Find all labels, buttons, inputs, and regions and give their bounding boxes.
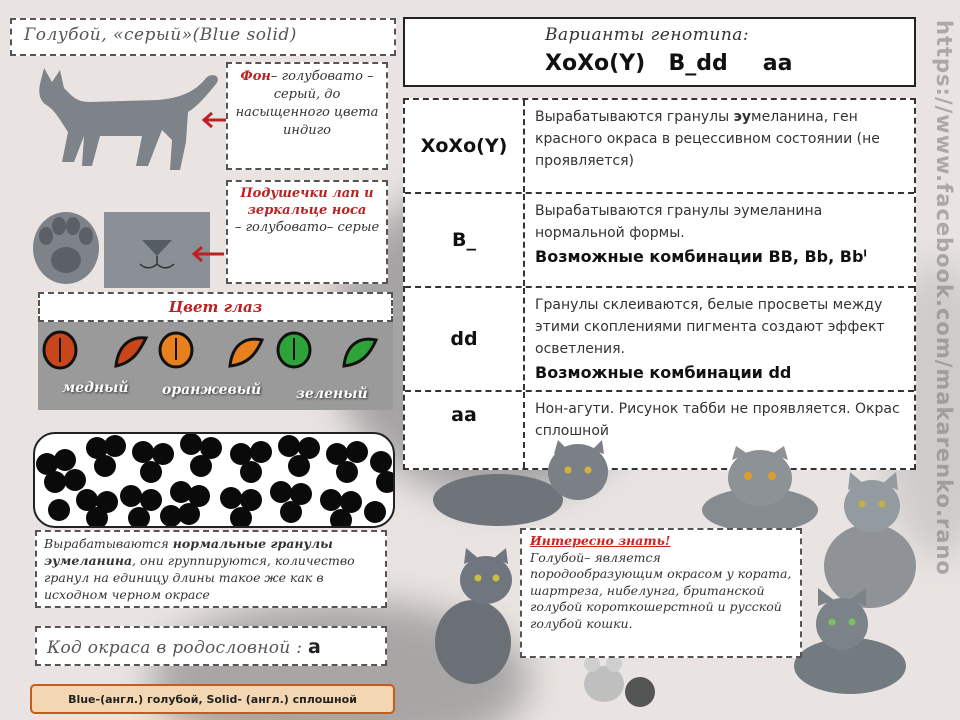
description-text: Вырабатываются гранулы [535, 109, 734, 125]
granules-text-bold: нормальные гранулы эумеланина [44, 536, 333, 568]
description-cell [535, 398, 907, 442]
granules-image [35, 434, 395, 528]
table-row [405, 288, 914, 392]
green-eye-icon [344, 339, 376, 366]
description-combinations: Возможные комбинации dd [535, 363, 792, 382]
description-text-bold: эу [733, 109, 752, 125]
description-cell [535, 200, 907, 268]
pedigree-code-value: a [307, 636, 322, 658]
orange-eye-icon [160, 333, 192, 367]
fun-fact-text: Голубой– является породообразующим окрасом у кората, шартреза, нибелунга, британской голубой короткошерстной и русской голубой кошки. [530, 549, 792, 631]
watermark-url: https://www.facebook.com/makarenko.rano [932, 20, 956, 576]
table-row [405, 194, 914, 288]
fon-description [226, 62, 388, 170]
granules-illustration [33, 432, 395, 528]
granules-description [35, 530, 387, 608]
fun-fact-title: Интересно знать! [530, 533, 671, 548]
arrow-icon [188, 244, 224, 264]
paws-label: Подушечки лап и зеркальце носа [240, 186, 374, 218]
eye-label-copper: медный [62, 380, 129, 396]
toy-mouse-icon [580, 650, 660, 710]
paws-description [226, 180, 388, 284]
cat-photo [690, 444, 820, 534]
gene-cell: dd [405, 288, 525, 390]
orange-eye-icon [230, 339, 262, 366]
pedigree-code-label: Код окраса в родословной : [47, 638, 308, 658]
description-text: Нон-агути. Рисунок табби не проявляется. Окрас сплошной [535, 401, 900, 439]
cat-photo [428, 440, 628, 530]
cat-photo [428, 546, 523, 686]
fon-text: – голубовато – серый, до насыщенного цвета индиго [235, 69, 379, 138]
genotype-formula: XoXo(Y) B_dd aa [545, 51, 793, 76]
eye-label-green: зеленый [296, 386, 368, 402]
description-cell [535, 106, 907, 172]
copper-eye-icon [44, 332, 76, 368]
eye-label-orange: оранжевый [162, 382, 262, 398]
page-title: Голубой, «серый»(Blue solid) [10, 18, 396, 56]
footer-note: Blue-(англ.) голубой, Solid- (англ.) сплошной [30, 684, 395, 714]
genotype-header [403, 17, 916, 87]
genotype-table [403, 98, 916, 470]
eye-color-title: Цвет глаз [38, 292, 393, 322]
description-cell [535, 294, 907, 384]
paw-icon [30, 204, 102, 284]
table-row [405, 100, 914, 194]
cat-silhouette-icon [30, 62, 225, 174]
gene-cell: aa [405, 392, 525, 468]
fun-fact-box [520, 528, 802, 658]
pedigree-code [35, 626, 387, 666]
copper-eye-icon [116, 338, 146, 366]
green-eye-icon [278, 333, 310, 367]
description-text-rest: меланина, ген красного окраса в рецессивном состоянии (не проявляется) [535, 109, 880, 169]
gene-cell: B_ [405, 194, 525, 286]
paws-text: – голубовато– серые [234, 220, 380, 235]
granules-text: Вырабатываются [44, 536, 173, 551]
fon-label: Фон [240, 69, 271, 84]
description-text: Вырабатываются гранулы эумеланина нормальной формы. [535, 203, 823, 241]
genotype-subtitle: Варианты генотипа: [545, 25, 750, 45]
description-combinations: Возможные комбинации BB, Bb, Bbˡ [535, 247, 867, 266]
granules-text-rest: , они группируются, количество гранул на единицу длины такое же как в исходном черном окрасе [44, 553, 355, 602]
eye-samples [38, 326, 393, 376]
description-text: Гранулы склеиваются, белые просветы между этими скоплениями пигмента создают эффект осветления. [535, 297, 885, 357]
gene-cell: XoXo(Y) [405, 100, 525, 192]
